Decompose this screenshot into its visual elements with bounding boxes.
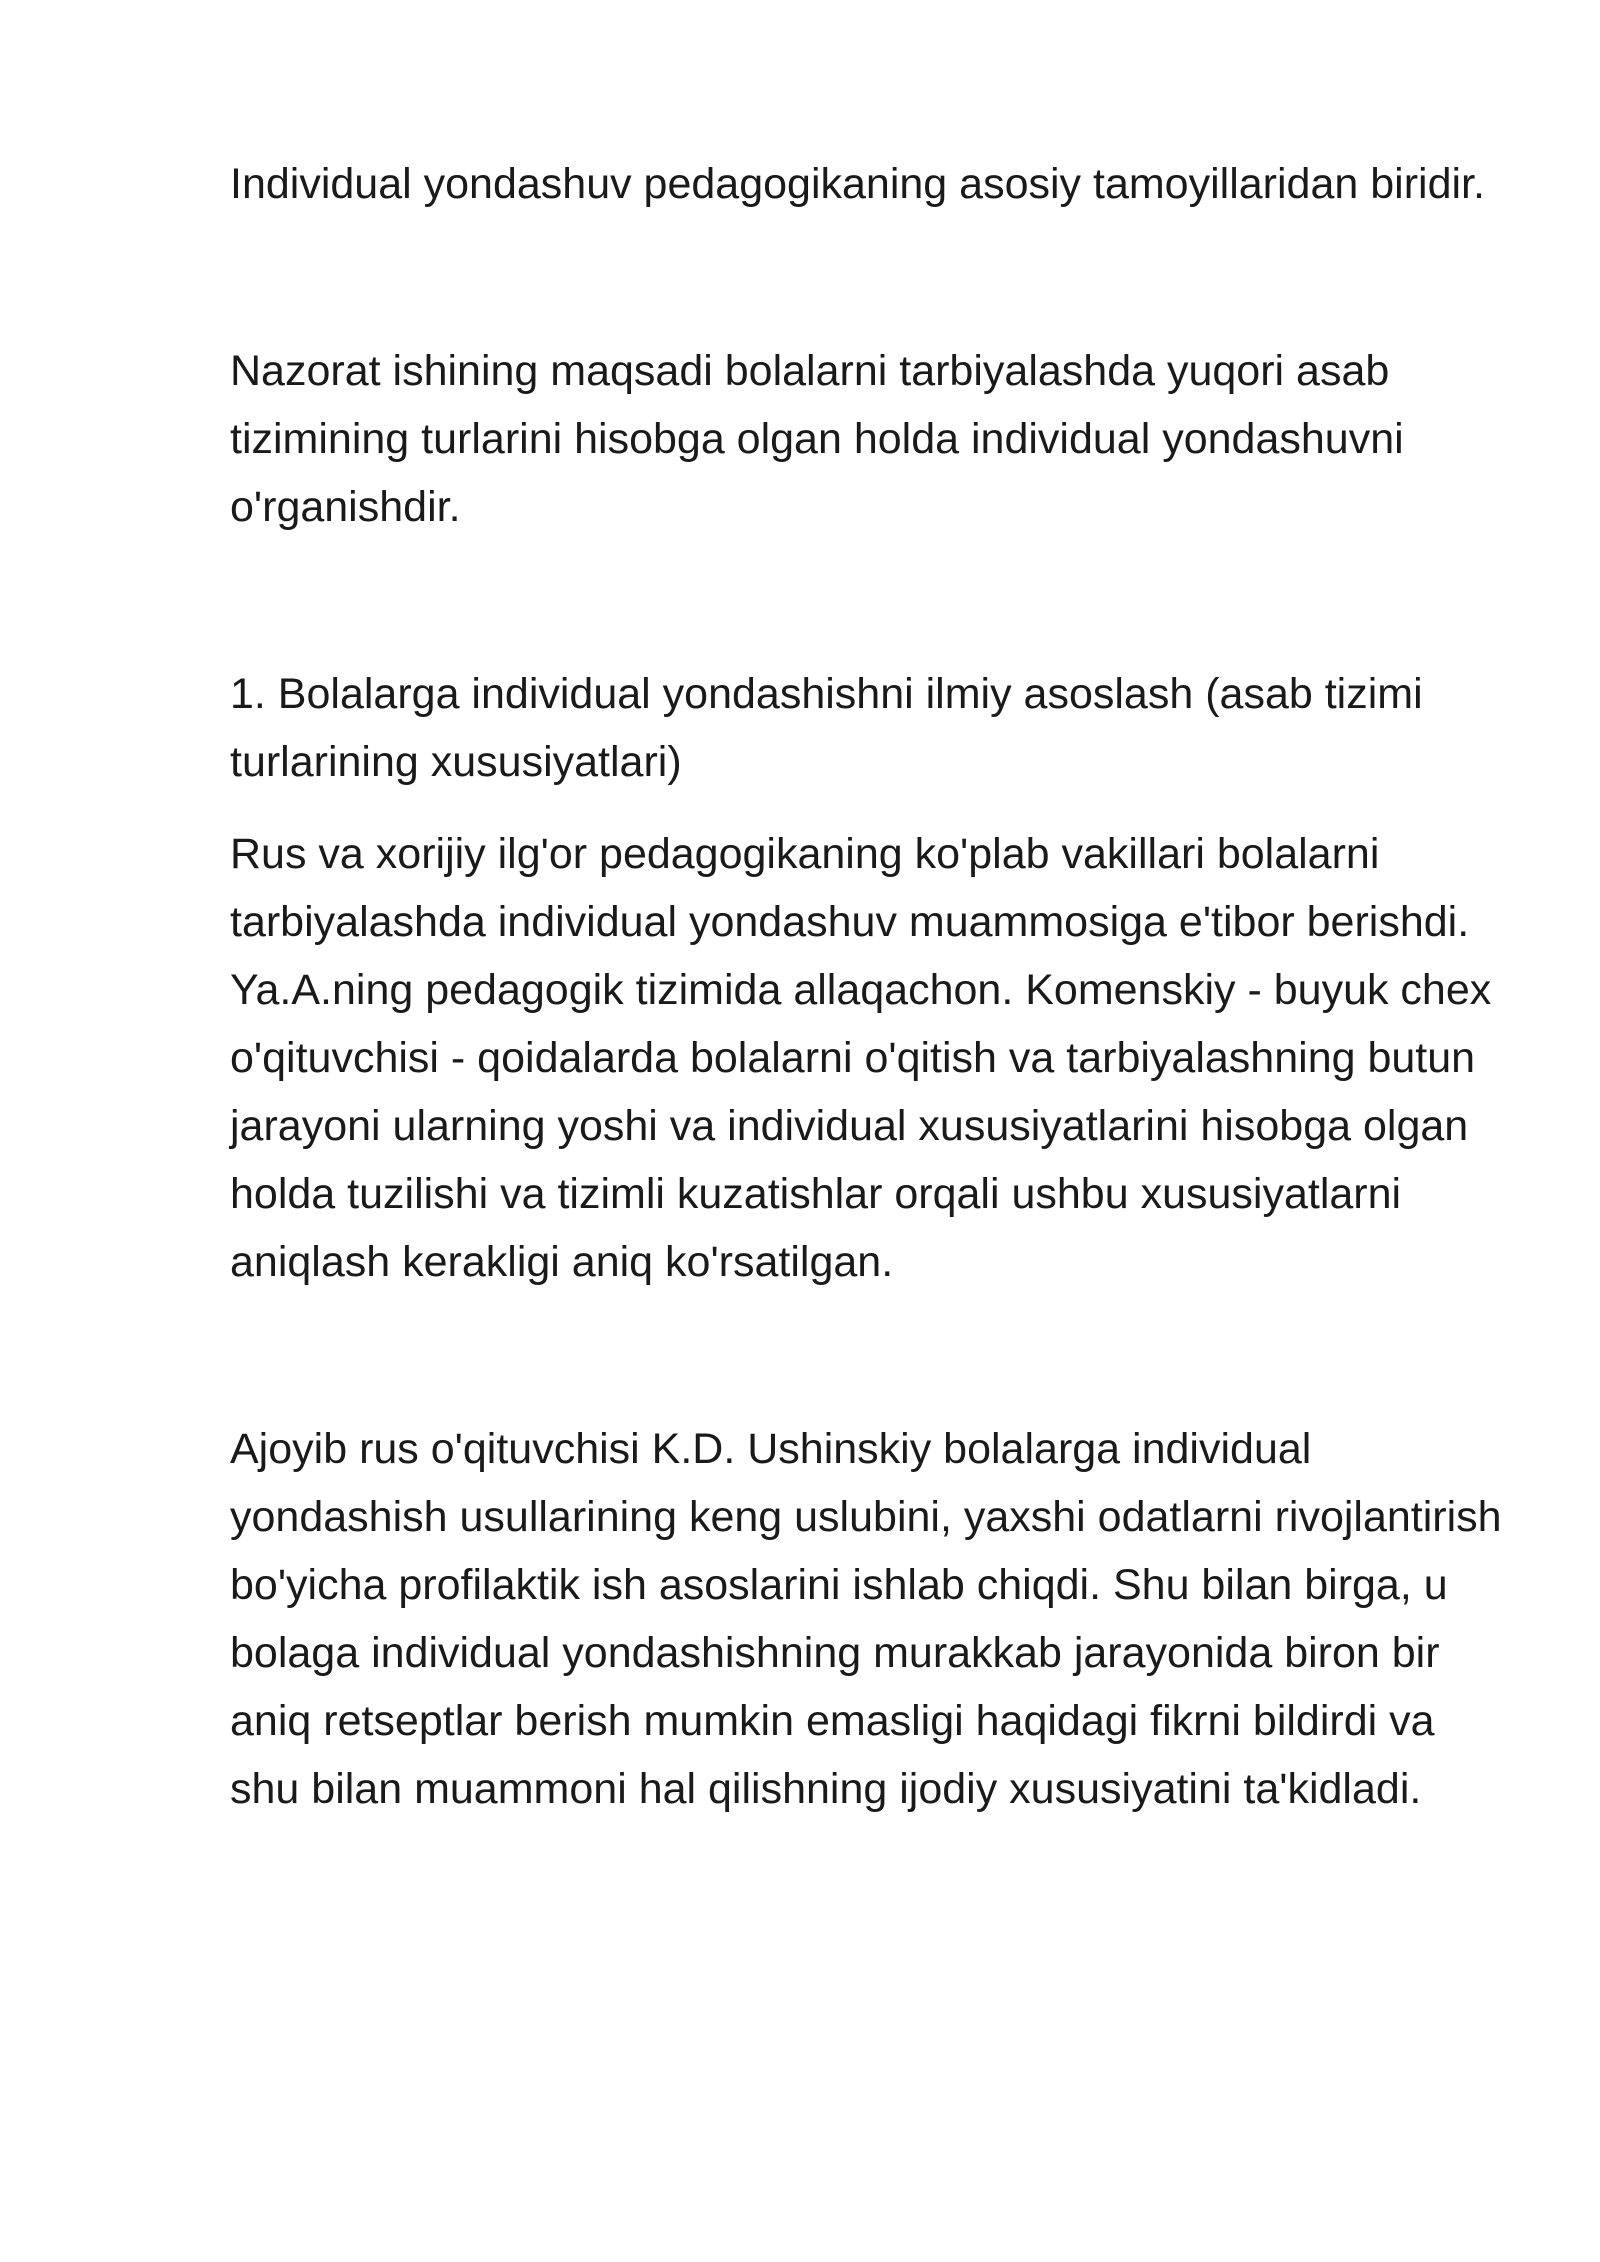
document-body [230,150,1510,1823]
paragraph-intro: Individual yondashuv pedagogikaning asosiy tamoyillaridan biridir. [230,160,1485,208]
section-heading-1: 1. Bolalarga individual yondashishni ilmiy asoslash (asab tizimi turlarining xususiyatlari) [230,670,1423,786]
paragraph-komenskiy: Rus va xorijiy ilg'or pedagogikaning ko'plab vakillari bolalarni tarbiyalashda individual yondashuv muammosiga e'tibor berishdi. Ya.A.ning pedagogik tizimida allaqachon. Komenskiy - buyuk chex o'qituvchisi - qoidalarda bolalarni o'qitish va tarbiyalashning butun jarayoni ularning yoshi va individual xususiyatlarini hisobga olgan holda tuzilishi va tizimli kuzatishlar orqali ushbu xususiyatlarni aniqlash kerakligi aniq ko'rsatilgan. [230,830,1492,1286]
paragraph-goal: Nazorat ishining maqsadi bolalarni tarbiyalashda yuqori asab tizimining turlarini hisobga olgan holda individual yondashuvni o'rganishdir. [230,347,1404,531]
paragraph-ushinskiy: Ajoyib rus o'qituvchisi K.D. Ushinskiy bolalarga individual yondashish usullarining keng uslubini, yaxshi odatlarni rivojlantirish bo'yicha profilaktik ish asoslarini ishlab chiqdi. Shu bilan birga, u bolaga individual yondashishning murakkab jarayonida biron bir aniq retseptlar berish mumkin emasligi haqidagi fikrni bildirdi va shu bilan muammoni hal qilishning ijodiy xususiyatini ta'kidladi. [230,1425,1502,1813]
